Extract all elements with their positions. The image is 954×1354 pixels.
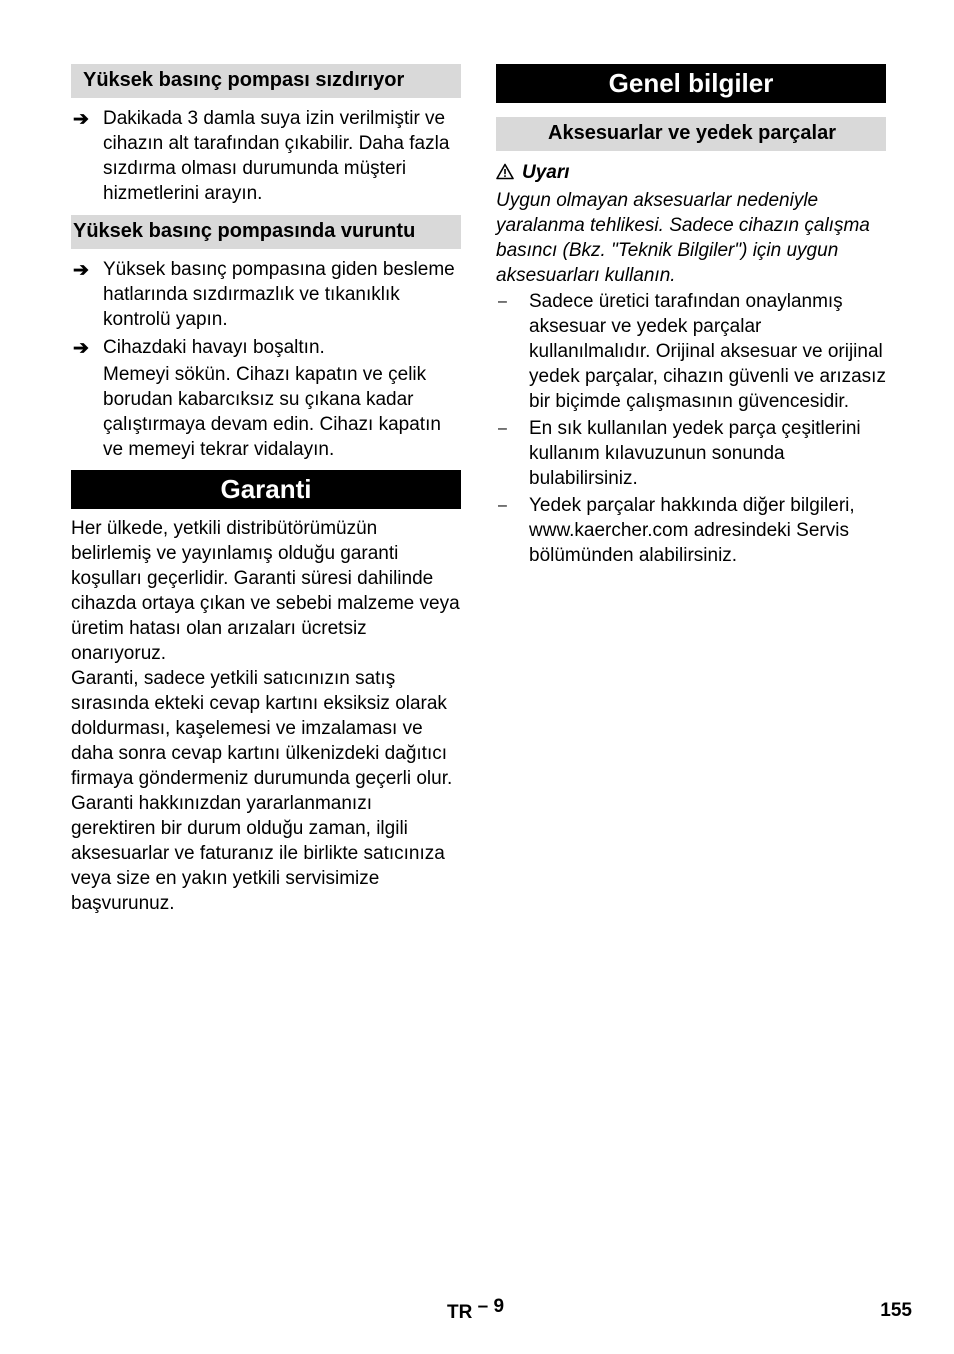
heading-warranty: Garanti — [71, 470, 461, 509]
warning-label-text: Uyarı — [522, 162, 570, 183]
list-item — [496, 416, 886, 491]
list-item — [496, 493, 886, 568]
list-item-text: Cihazdaki havayı boşaltın. — [103, 337, 325, 358]
page-number: 155 — [880, 1300, 912, 1321]
footer-section-page: – 9 — [477, 1296, 505, 1317]
heading-accessories: Aksesuarlar ve yedek parçalar — [496, 117, 886, 151]
arrow-bullet-icon: ➔ — [73, 260, 89, 281]
arrow-bullet-icon: ➔ — [73, 109, 89, 130]
list-item-text: Sadece üretici tarafından onaylanmış aksesuar ve yedek parçalar kullanılmalıdır. Orijinal aksesuar ve orijinal yedek parçalar, cihazın güvenli ve arızasız bir biçimde çalışmasının güvencesidir. — [529, 291, 886, 412]
list-item — [71, 106, 461, 206]
heading-pump-knock: Yüksek basınç pompasında vuruntu — [71, 215, 461, 249]
list-item — [71, 257, 461, 332]
warranty-paragraph: Her ülkede, yetkili distribütörümüzün belirlemiş ve yayınlamış olduğu garanti koşulları geçerlidir. Garanti süresi dahilinde cihazda ortaya çıkan ve sebebi malzeme veya üretim hatası olan arızaları ücretsiz onarıyoruz. — [71, 518, 460, 664]
dash-bullet-icon: – — [498, 420, 507, 437]
list-item-text: Yüksek basınç pompasına giden besleme hatlarında sızdırmazlık ve tıkanıklık kontrolü yapın. — [103, 259, 455, 330]
footer-lang: TR — [447, 1302, 473, 1323]
warning-label — [496, 160, 886, 185]
arrow-bullet-icon: ➔ — [73, 338, 89, 359]
warning-triangle-icon — [496, 163, 514, 180]
footer-section-code — [447, 1296, 505, 1323]
right-column — [496, 64, 886, 568]
warranty-paragraph: Garanti, sadece yetkili satıcınızın satış sırasında ekteki cevap kartını eksiksiz olarak doldurması, kaşelemesi ve imzalaması ve daha sonra cevap kartını ülkenizdeki dağıtıcı firmaya göndermeniz durumunda geçerli olur. — [71, 668, 453, 789]
list-item — [496, 289, 886, 414]
dash-bullet-icon: – — [498, 497, 507, 514]
heading-general-info: Genel bilgiler — [496, 64, 886, 103]
warning-text: Uygun olmayan aksesuarlar nedeniyle yaralanma tehlikesi. Sadece cihazın çalışma basıncı (Bkz. "Teknik Bilgiler") için uygun aksesuarları kullanın. — [496, 190, 870, 286]
list-item-text: Yedek parçalar hakkında diğer bilgileri, www.kaercher.com adresindeki Servis bölümünden alabilirsiniz. — [529, 495, 855, 566]
list-item-continuation — [71, 362, 461, 462]
list-item-text: En sık kullanılan yedek parça çeşitlerini kullanım kılavuzunun sonunda bulabilirsiniz. — [529, 418, 861, 489]
list-item — [71, 335, 461, 360]
list-item-text: Dakikada 3 damla suya izin verilmiştir ve cihazın alt tarafından çıkabilir. Daha fazla sızdırma olması durumunda müşteri hizmetlerini arayın. — [103, 108, 450, 204]
heading-pump-leak: Yüksek basınç pompası sızdırıyor — [71, 64, 461, 98]
warranty-paragraph: Garanti hakkınızdan yararlanmanızı gerektiren bir durum olduğu zaman, ilgili aksesuarlar ve faturanız ile birlikte satıcınıza veya size en yakın yetkili servisimize başvurunuz. — [71, 793, 445, 914]
list-item-text: Memeyi sökün. Cihazı kapatın ve çelik borudan kabarcıksız su çıkana kadar çalıştırmaya devam edin. Cihazı kapatın ve memeyi tekrar vidalayın. — [103, 364, 441, 460]
left-column — [71, 64, 461, 916]
dash-bullet-icon: – — [498, 293, 507, 310]
